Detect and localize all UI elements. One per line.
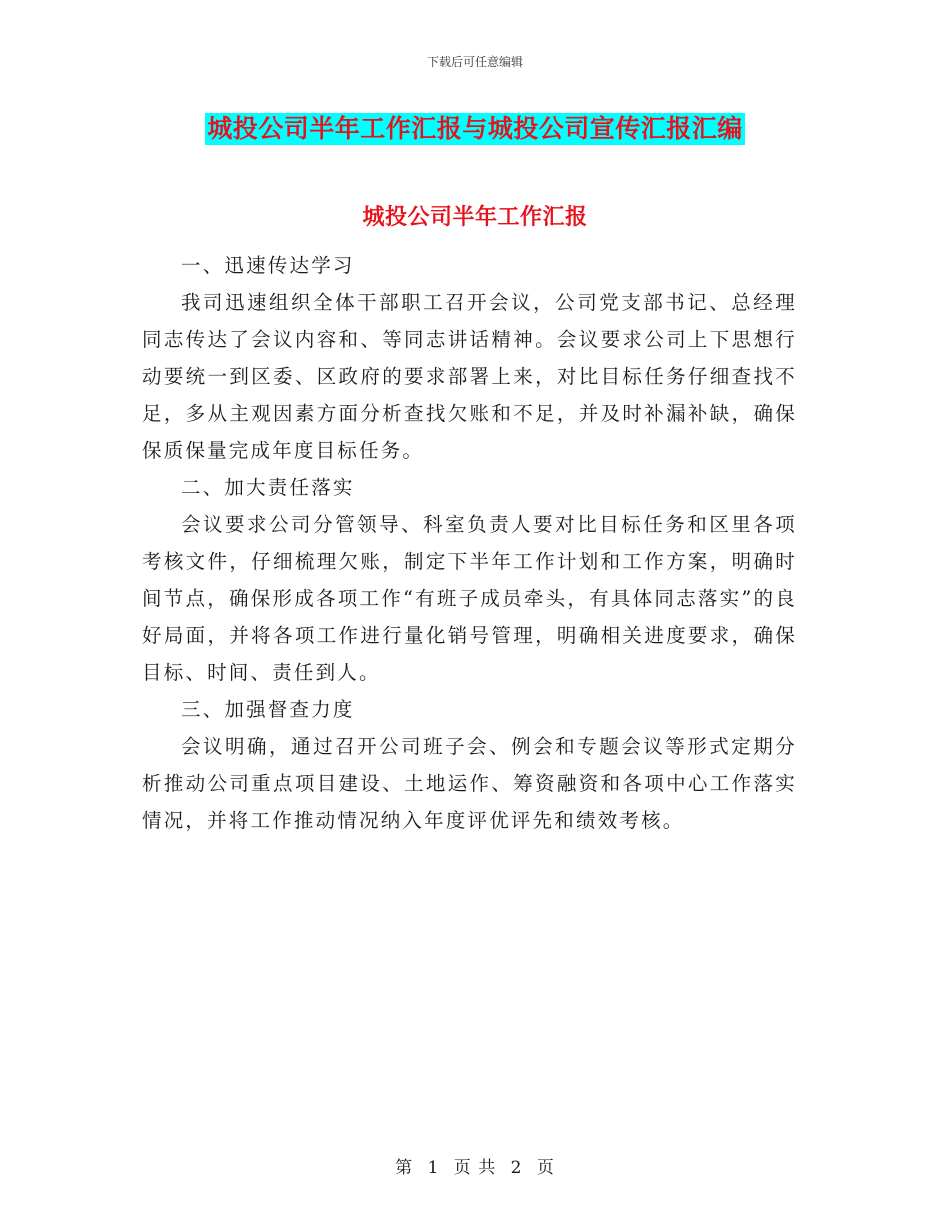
page-footer	[0, 1153, 950, 1178]
page-suffix: 页	[536, 1158, 555, 1178]
paragraph-1: 我司迅速组织全体干部职工召开会议，公司党支部书记、总经理同志传达了会议内容和、等同志讲话精神。会议要求公司上下思想行动要统一到区委、区政府的要求部署上来，对比目标任务仔细查找不足，多从主观因素方面分析查找欠账和不足，并及时补漏补缺，确保保质保量完成年度目标任务。	[142, 291, 797, 462]
heading-2: 二、加大责任落实	[181, 476, 355, 499]
header-note: 下载后可任意编辑	[426, 55, 523, 69]
paragraph-2: 会议要求公司分管领导、科室负责人要对比目标任务和区里各项考核文件，仔细梳理欠账，制定下半年工作计划和工作方案，明确时间节点，确保形成各项工作“有班子成员牵头，有具体同志落实”的良好局面，并将各项工作进行量化销号管理，明确相关进度要求，确保目标、时间、责任到人。	[142, 513, 797, 684]
page-total: 2	[510, 1158, 523, 1178]
heading-1: 一、迅速传达学习	[181, 254, 355, 277]
document-title-wrapper	[0, 113, 950, 145]
page-current: 1	[427, 1158, 440, 1178]
page-mid: 页 共	[453, 1158, 497, 1178]
document-title: 城投公司半年工作汇报与城投公司宣传汇报汇编	[207, 114, 743, 143]
section-title: 城投公司半年工作汇报	[362, 204, 588, 230]
document-body	[142, 247, 797, 839]
page-prefix: 第	[395, 1158, 414, 1178]
paragraph-3: 会议明确，通过召开公司班子会、例会和专题会议等形式定期分析推动公司重点项目建设、土地运作、筹资融资和各项中心工作落实情况，并将工作推动情况纳入年度评优评先和绩效考核。	[142, 735, 797, 832]
heading-3: 三、加强督查力度	[181, 698, 355, 721]
